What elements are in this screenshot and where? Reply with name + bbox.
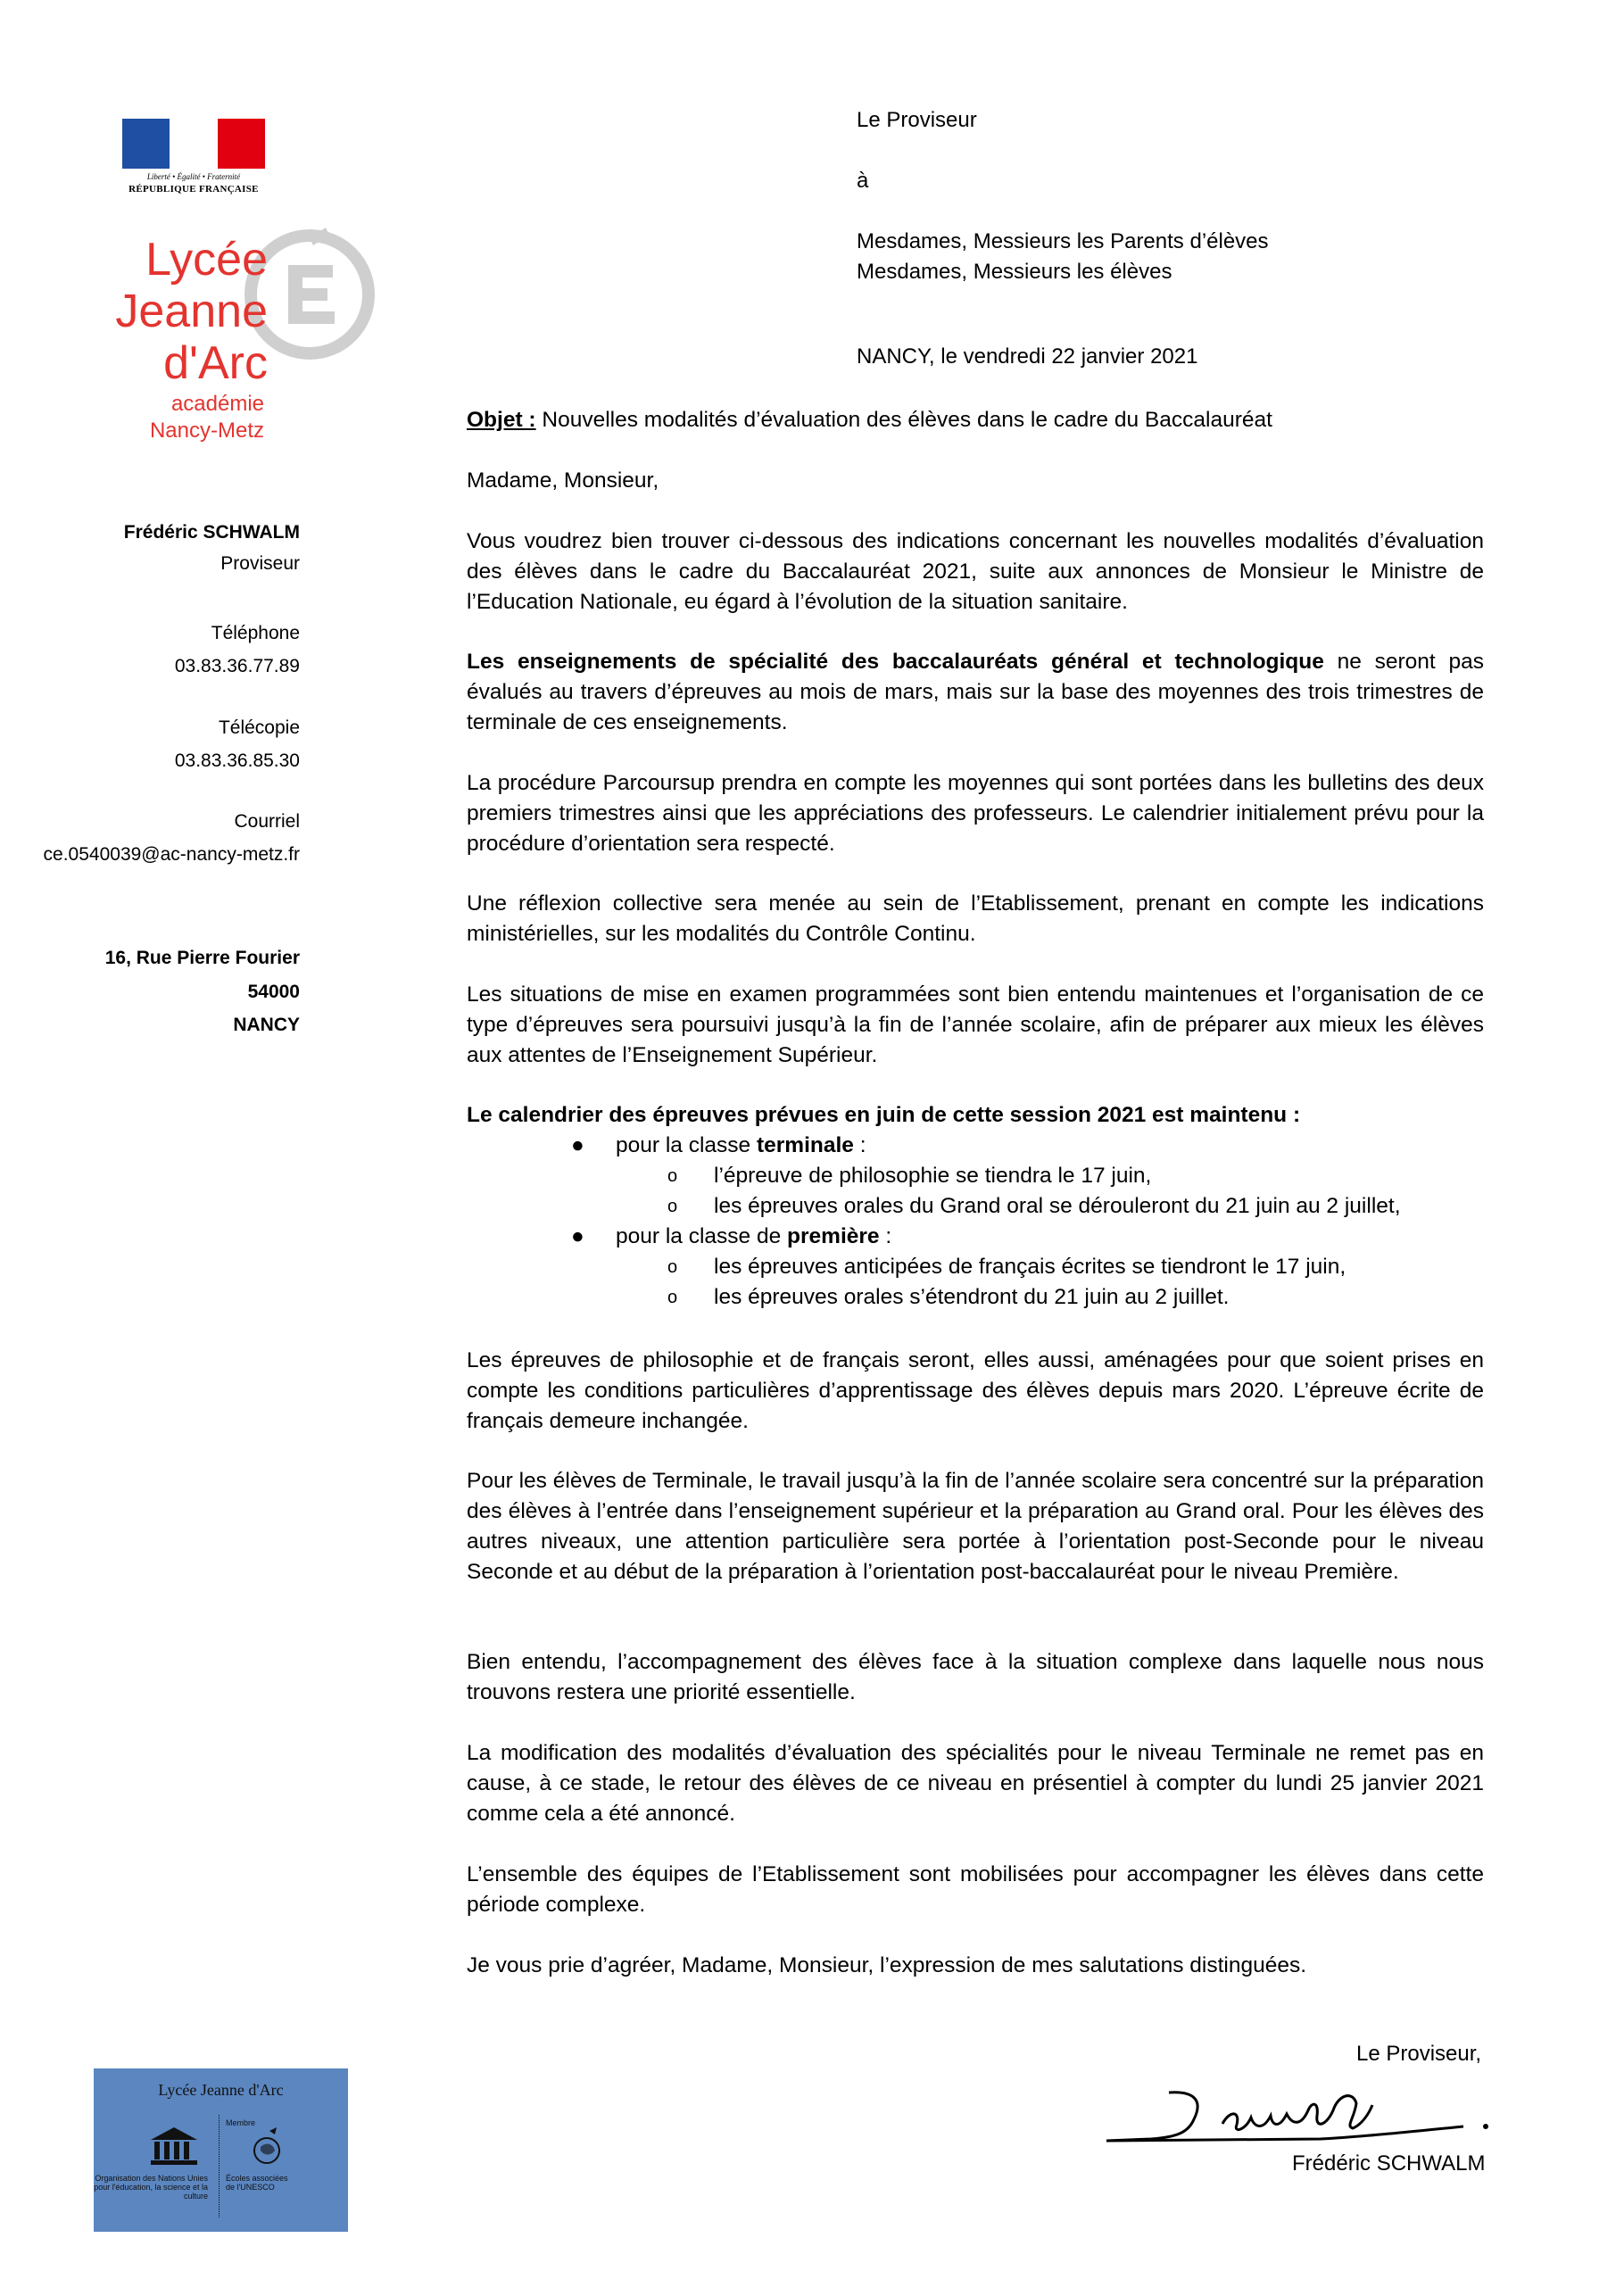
paragraph-2 bbox=[467, 647, 1484, 738]
paragraph-2-bold: Les enseignements de spécialité des baccalauréats général et technologique bbox=[467, 650, 1324, 674]
paragraph-5: Les situations de mise en examen programmées sont bien entendu maintenues et l’organisation de ce type d’épreuves sera poursuivi jusqu’à la fin de l’année scolaire, afin de préparer aux mieux les élèves aux attentes de l’Enseignement Supérieur. bbox=[467, 982, 1484, 1067]
paragraph-1: Vous voudrez bien trouver ci-dessous des indications concernant les nouvelles modalités d’évaluation des élèves dans le cadre du Baccalauréat 2021, suite aux annonces de Monsieur le Ministre de l’Education Nationale, eu égard à l’évolution de la situation sanitaire. bbox=[467, 529, 1484, 614]
salutation: Madame, Monsieur, bbox=[467, 468, 659, 493]
sender-name: Frédéric SCHWALM bbox=[123, 522, 300, 543]
paragraph-2-rest: ne seront pas évalués au travers d’épreuves au mois de mars, mais sur la base des moyennes des trois trimestres de terminale de ces enseignements. bbox=[467, 650, 1484, 734]
unesco-divider bbox=[219, 2115, 220, 2217]
bullet-terminale bbox=[616, 1131, 866, 1161]
sub-bullet-circle: o bbox=[667, 1166, 678, 1186]
sub-bullet-circle: o bbox=[667, 1257, 678, 1277]
school-title-line1: Lycée bbox=[145, 234, 268, 286]
paragraph-10: L’ensemble des équipes de l’Etablissement sont mobilisées pour accompagner les élèves dans cette période complexe. bbox=[467, 1862, 1484, 1917]
fax-label: Télécopie bbox=[218, 717, 300, 738]
republic-name: RÉPUBLIQUE FRANÇAISE bbox=[128, 184, 259, 195]
academie-line1: académie bbox=[170, 392, 264, 416]
signature-role: Le Proviseur, bbox=[1356, 2042, 1482, 2066]
paragraph-9: La modification des modalités d’évaluation des spécialités pour le niveau Terminale ne remet pas en cause, à ce stade, le retour des élèves de ce niveau en présentiel à compter du lundi 25 janvier 2021 comme cela a été annoncé. bbox=[467, 1741, 1484, 1826]
bullet1-bold: terminale bbox=[756, 1133, 854, 1157]
bullet-dot: ● bbox=[571, 1224, 584, 1248]
bullet1-pre: pour la classe bbox=[616, 1133, 757, 1157]
phone-number: 03.83.36.77.89 bbox=[174, 656, 300, 676]
sub-bullet-circle: o bbox=[667, 1288, 678, 1307]
header-to-word: à bbox=[857, 169, 869, 193]
academie bbox=[0, 391, 264, 444]
bullet1-sub2: les épreuves orales du Grand oral se dérouleront du 21 juin au 2 juillet, bbox=[714, 1194, 1401, 1218]
paragraph-3: La procédure Parcoursup prendra en compte les moyennes qui sont portées dans les bulletins des deux premiers trimestres ainsi que les appréciations des professeurs. Le calendrier initialement prévu pour la procédure d’orientation sera respecté. bbox=[467, 771, 1484, 856]
header-date: NANCY, le vendredi 22 janvier 2021 bbox=[857, 344, 1198, 369]
address-line3: NANCY bbox=[233, 1015, 300, 1035]
address-line1: 16, Rue Pierre Fourier bbox=[104, 948, 300, 968]
fax-number: 03.83.36.85.30 bbox=[174, 750, 300, 771]
object-text: Nouvelles modalités d’évaluation des élèves dans le cadre du Baccalauréat bbox=[535, 408, 1272, 432]
handwritten-signature bbox=[1089, 2075, 1517, 2155]
header-recipient1: Mesdames, Messieurs les Parents d’élèves bbox=[857, 229, 1269, 253]
sender-role: Proviseur bbox=[220, 553, 300, 574]
header-from: Le Proviseur bbox=[857, 108, 977, 132]
school-title bbox=[0, 234, 268, 389]
bullet1-post: : bbox=[853, 1133, 866, 1157]
paragraph-4: Une réflexion collective sera menée au sein de l’Etablissement, prenant en compte les indications ministérielles, sur les modalités du Contrôle Continu. bbox=[467, 891, 1484, 946]
republic-motto: Liberté • Égalité • Fraternité bbox=[146, 172, 241, 181]
bullet-dot: ● bbox=[571, 1133, 584, 1157]
unesco-org-text: Organisation des Nations Unies pour l'éducation, la science et la culture bbox=[94, 2174, 208, 2201]
paragraph-7: Pour les élèves de Terminale, le travail jusqu’à la fin de l’année scolaire sera concentré sur la préparation des élèves à l’entrée dans l’enseignement supérieur et la préparation au Grand oral. Pour les élèves des autres niveaux, une attention particulière sera portée à l’orientation post-Seconde pour le niveau Seconde et au début de la préparation à l’orientation post-baccalauréat pour le niveau Première. bbox=[467, 1469, 1484, 1584]
bullet2-pre: pour la classe de bbox=[616, 1224, 788, 1248]
bullet2-bold: première bbox=[787, 1224, 880, 1248]
closing: Je vous prie d’agréer, Madame, Monsieur, l’expression de mes salutations distinguées. bbox=[467, 1953, 1307, 1977]
associated-schools-icon bbox=[250, 2126, 284, 2168]
object-label: Objet : bbox=[467, 408, 536, 432]
calendar-title: Le calendrier des épreuves prévues en juin de cette session 2021 est maintenu : bbox=[467, 1103, 1301, 1127]
unesco-box-title: Lycée Jeanne d'Arc bbox=[158, 2081, 284, 2099]
marianne-icon bbox=[122, 119, 265, 169]
bullet2-sub2: les épreuves orales s’étendront du 21 juin au 2 juillet. bbox=[714, 1285, 1230, 1309]
phone-label: Téléphone bbox=[211, 623, 300, 643]
unesco-associated-schools-badge bbox=[94, 2068, 348, 2232]
bullet1-sub1: l’épreuve de philosophie se tiendra le 17 juin, bbox=[714, 1164, 1152, 1188]
signature-name: Frédéric SCHWALM bbox=[1292, 2151, 1486, 2176]
email-address: ce.0540039@ac-nancy-metz.fr bbox=[43, 844, 300, 865]
bullet2-sub1: les épreuves anticipées de français écrites se tiendront le 17 juin, bbox=[714, 1255, 1346, 1279]
email-label: Courriel bbox=[234, 811, 300, 832]
bullet-premiere bbox=[616, 1222, 891, 1252]
unesco-member-label: Membre bbox=[226, 2118, 256, 2127]
bullet2-post: : bbox=[879, 1224, 892, 1248]
letter-object bbox=[467, 405, 1484, 435]
address-line2: 54000 bbox=[247, 982, 300, 1002]
paragraph-6: Les épreuves de philosophie et de français seront, elles aussi, aménagées pour que soient prises en compte les conditions particulières d’apprentissage des élèves depuis mars 2020. L’épreuve écrite de français demeure inchangée. bbox=[467, 1348, 1484, 1433]
header-recipient2: Mesdames, Messieurs les élèves bbox=[857, 260, 1172, 284]
academie-line2: Nancy-Metz bbox=[149, 419, 264, 443]
unesco-schools-text: Écoles associées de l'UNESCO bbox=[226, 2174, 288, 2192]
unesco-temple-icon bbox=[147, 2124, 201, 2167]
sub-bullet-circle: o bbox=[667, 1197, 678, 1216]
school-title-line2: Jeanne d'Arc bbox=[115, 286, 268, 389]
paragraph-8: Bien entendu, l’accompagnement des élèves face à la situation complexe dans laquelle nous nous trouvons restera une priorité essentielle. bbox=[467, 1650, 1484, 1704]
